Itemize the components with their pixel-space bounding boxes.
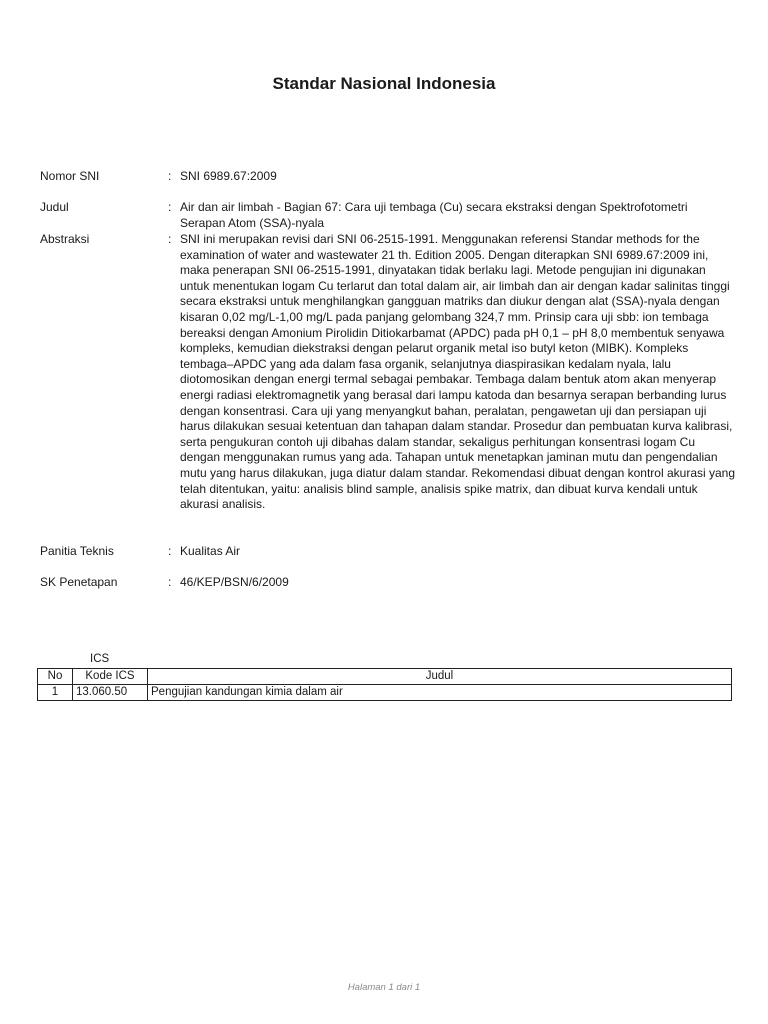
ics-cell-no: 1 — [38, 685, 73, 701]
abstraksi-colon: : — [168, 232, 172, 246]
ics-header-judul: Judul — [148, 669, 732, 685]
page-title: Standar Nasional Indonesia — [272, 74, 496, 93]
ics-header-no: No — [38, 669, 73, 685]
sk-penetapan-label: SK Penetapan — [40, 575, 118, 589]
judul-label: Judul — [40, 200, 69, 214]
sk-penetapan-value: 46/KEP/BSN/6/2009 — [180, 575, 289, 589]
nomor-sni-colon: : — [168, 169, 172, 183]
judul-value: Air dan air limbah - Bagian 67: Cara uji tembaga (Cu) secara ekstraksi dengan Spektrofotometri Serapan Atom (SSA)-nyala — [180, 200, 688, 230]
ics-cell-judul: Pengujian kandungan kimia dalam air — [148, 685, 732, 701]
page-footer: Halaman 1 dari 1 — [347, 982, 421, 993]
panitia-teknis-label: Panitia Teknis — [40, 544, 114, 558]
panitia-teknis-colon: : — [168, 544, 172, 558]
ics-cell-kode: 13.060.50 — [73, 685, 148, 701]
ics-table — [37, 668, 732, 701]
table-row — [38, 685, 732, 701]
sk-penetapan-colon: : — [168, 575, 172, 589]
abstraksi-value: SNI ini merupakan revisi dari SNI 06-2515-1991. Menggunakan referensi Standar methods for the examination of water and wastewater 21 th. Edition 2005. Dengan diterapkan SNI 6989.67:2009 ini, maka penerapan SNI 06-2515-1991, dinyatakan tidak berlaku lagi. Metode pengujian ini digunakan untuk menentukan logam Cu terlarut dan total dalam air, air limbah dan air dengan kadar salinitas tinggi secara ekstraksi untuk menghilangkan gangguan matriks dan diukur dengan alat (SSA)-nyala dengan kisaran 0,02 mg/L-1,00 mg/L pada panjang gelombang 324,7 mm. Prinsip cara uji sbb: ion tembaga bereaksi dengan Amonium Pirolidin Ditiokarbamat (APDC) pada pH 0,1 – pH 8,0 membentuk senyawa kompleks, kemudian diekstraksi dengan pelarut organik metal iso butyl keton (MIBK). Kompleks tembaga–APDC yang ada dalam fasa organik, selanjutnya diaspirasikan kedalam nyala, lalu diotomosikan dengan energi termal sebagai pembakar. Tembaga dalam bentuk atom akan menyerap energi radiasi elektromagnetik yang berasal dari lampu katoda dan besarnya serapan berbanding lurus dengan konsentrasi. Cara uji yang menyangkut bahan, peralatan, pengawetan uji dan persiapan uji harus dilakukan sesuai ketentuan dan tahapan dalam standar. Prosedur dan pembuatan kurva kalibrasi, serta pengukuran contoh uji dibahas dalam standar, sekaligus perhitungan konsentrasi logam Cu dengan menggunakan rumus yang ada. Tahapan untuk menetapkan jaminan mutu dan pengendalian mutu yang harus dilakukan, juga diatur dalam standar. Rekomendasi dibuat dengan kontrol akurasi yang telah ditentukan, yaitu: analisis blind sample, analisis spike matrix, dan dibuat kurva kendali untuk akurasi analisis. — [180, 232, 736, 512]
panitia-teknis-value: Kualitas Air — [180, 544, 241, 558]
ics-caption: ICS — [90, 653, 110, 665]
nomor-sni-label: Nomor SNI — [40, 169, 100, 183]
judul-colon: : — [168, 200, 172, 214]
ics-header-kode: Kode ICS — [73, 669, 148, 685]
ics-header-row — [38, 669, 732, 685]
nomor-sni-value: SNI 6989.67:2009 — [180, 169, 277, 183]
abstraksi-label: Abstraksi — [40, 232, 90, 246]
